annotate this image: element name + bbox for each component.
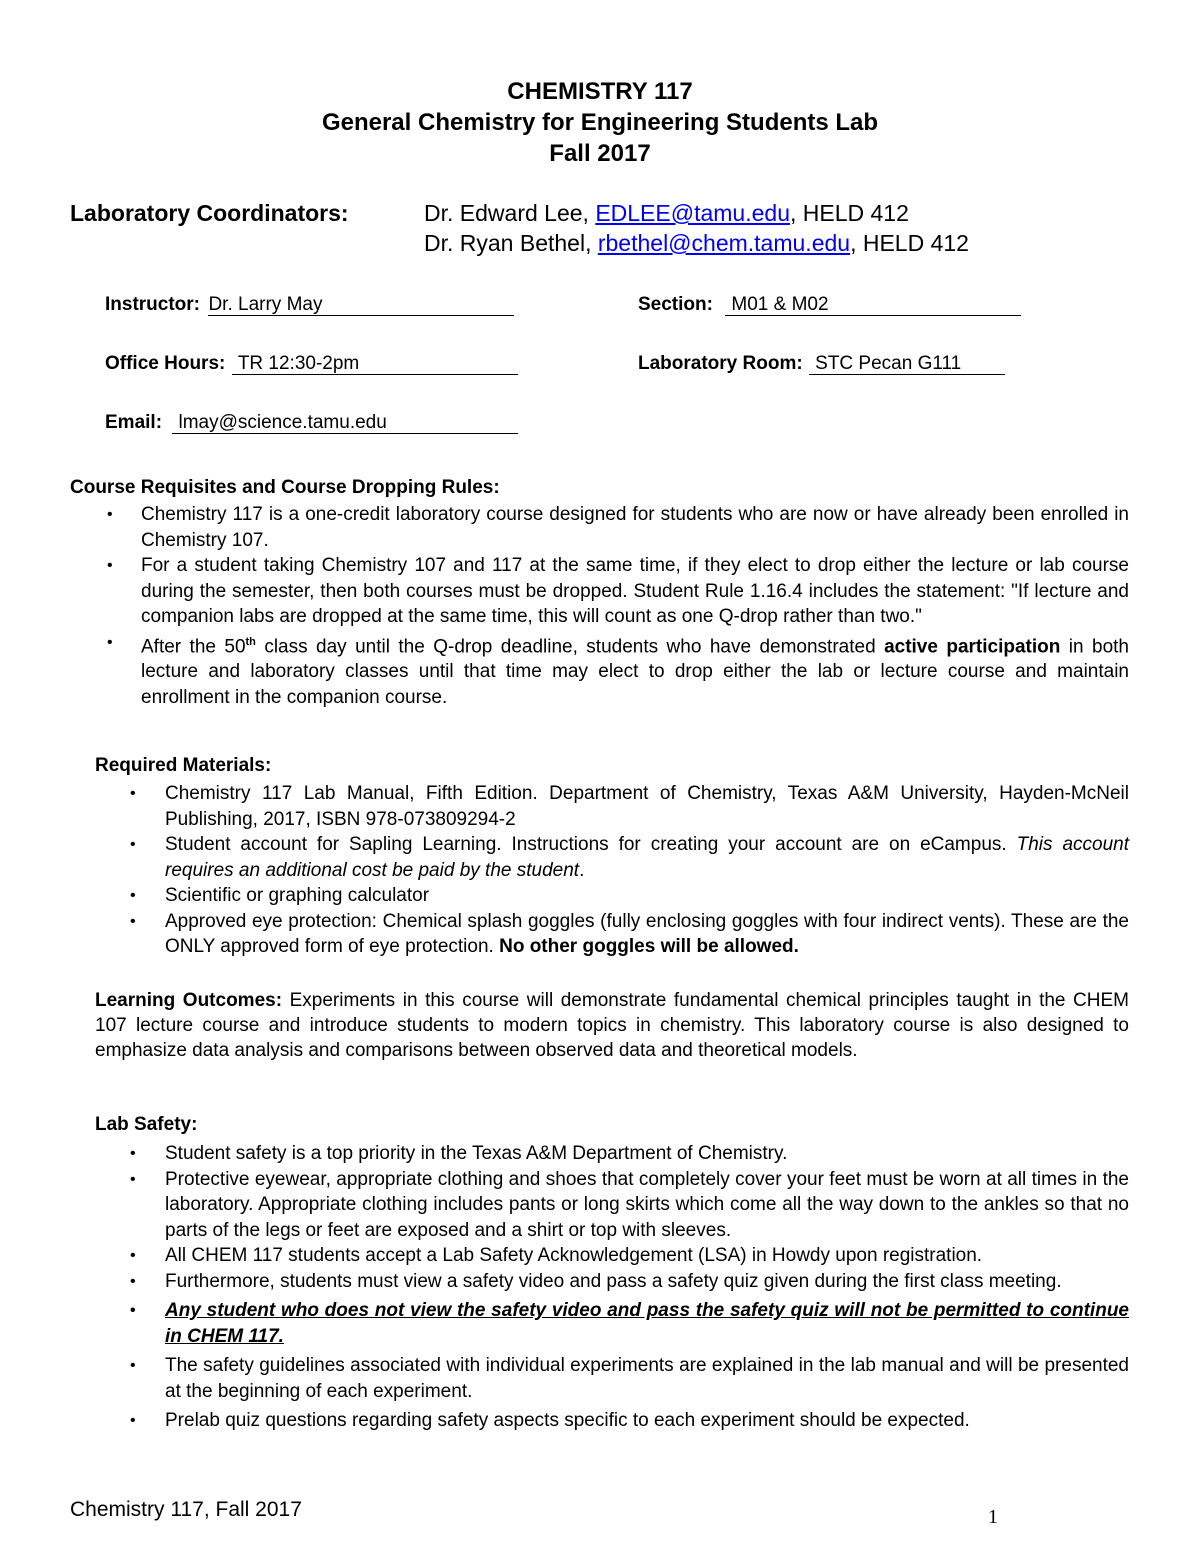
learning-outcomes [95, 988, 1129, 1063]
section-field [638, 294, 1021, 316]
footer-text: Chemistry 117, Fall 2017 [70, 1498, 302, 1521]
list-item: • For a student taking Chemistry 107 and 117 at the same time, if they elect to drop either the lecture or lab course during the semester, then both courses must be dropped. Student Rule 1.16.4 includes the statement: "If lecture and companion labs are dropped at the same time, this will count as one Q-drop rather than two." [107, 555, 1129, 627]
requisites-heading: Course Requisites and Course Dropping Rules: [70, 477, 500, 498]
safety-heading: Lab Safety: [95, 1114, 198, 1135]
course-term: Fall 2017 [549, 140, 651, 167]
course-title: General Chemistry for Engineering Students Lab [321, 109, 879, 136]
course-number: CHEMISTRY 117 [507, 78, 693, 105]
page-number: 1 [988, 1506, 998, 1528]
instructor-value: Dr. Larry May [208, 295, 514, 316]
list-item: • The safety guidelines associated with individual experiments are explained in the lab manual and will be presented at the beginning of each experiment. [130, 1355, 1129, 1402]
coordinator-name: Dr. Ryan Bethel, [424, 230, 598, 256]
office-hours-value: TR 12:30-2pm [232, 354, 518, 375]
requisites-list [107, 502, 1129, 710]
list-item: • Chemistry 117 Lab Manual, Fifth Edition. Department of Chemistry, Texas A&M University, Hayden-McNeil Publishing, 2017, ISBN 978-073809294-2 [130, 783, 1129, 830]
office-hours-label: Office Hours: [105, 353, 226, 374]
materials-heading: Required Materials: [95, 755, 272, 776]
list-item: • Chemistry 117 is a one-credit laboratory course designed for students who are now or have already been enrolled in Chemistry 107. [107, 504, 1129, 551]
coordinator-row [424, 230, 969, 257]
safety-list [130, 1141, 1129, 1434]
office-hours-field [105, 353, 518, 375]
lab-room-label: Laboratory Room: [638, 353, 803, 374]
list-item: • Protective eyewear, appropriate clothing and shoes that completely cover your feet must be worn at all times in the laboratory. Appropriate clothing includes pants or long skirts which come all the way down to the ankles so that no parts of the legs or feet are exposed and a shirt or top with sleeves. [130, 1168, 1129, 1241]
list-item: • Prelab quiz questions regarding safety aspects specific to each experiment should be expected. [130, 1410, 970, 1431]
instructor-field [105, 294, 514, 316]
list-item: • Student safety is a top priority in the Texas A&M Department of Chemistry. [130, 1143, 788, 1164]
section-label: Section: [638, 294, 713, 315]
email-value: lmay@science.tamu.edu [172, 413, 518, 434]
coordinator-email-link[interactable]: EDLEE@tamu.edu [595, 200, 790, 226]
list-item: • Student account for Sapling Learning. Instructions for creating your account are on eCampus. This account requires an additional cost be paid by the student. [130, 834, 1129, 881]
section-value: M01 & M02 [725, 295, 1021, 316]
coordinator-name: Dr. Edward Lee, [424, 200, 596, 226]
outcomes-heading: Learning Outcomes: [95, 990, 283, 1011]
list-item: • All CHEM 117 students accept a Lab Safety Acknowledgement (LSA) in Howdy upon registration. [130, 1245, 983, 1266]
coordinator-office: , HELD 412 [789, 200, 909, 226]
coordinator-office: , HELD 412 [850, 230, 969, 256]
list-item: • Scientific or graphing calculator [130, 885, 430, 906]
list-item: • Approved eye protection: Chemical splash goggles (fully enclosing goggles with four indirect vents). These are the ONLY approved form of eye protection. No other goggles will be allowed. [130, 910, 1129, 957]
email-label: Email: [105, 412, 163, 433]
coordinator-email-link[interactable]: rbethel@chem.tamu.edu [597, 230, 851, 256]
safety-warning: • Any student who does not view the safety video and pass the safety quiz will not be permitted to continue in CHEM 117. [130, 1300, 1129, 1347]
lab-room-value: STC Pecan G111 [809, 354, 1005, 375]
list-item: • After the 50th class day until the Q-drop deadline, students who have demonstrated active participation in both lecture and laboratory classes until that time may elect to drop either the lab or lecture course and maintain enrollment in the companion course. [107, 633, 1129, 708]
outcomes-text: Experiments in this course will demonstrate fundamental chemical principles taught in the CHEM 107 lecture course and introduce students to modern topics in chemistry. This laboratory course is also designed to emphasize data analysis and comparisons between observed data and theoretical models. [95, 990, 1130, 1061]
instructor-label: Instructor: [105, 294, 200, 315]
coordinators-label: Laboratory Coordinators: [70, 200, 349, 226]
coordinator-row [424, 200, 909, 227]
lab-room-field [638, 353, 1005, 375]
materials-list [130, 781, 1129, 960]
email-field [105, 412, 518, 434]
list-item: • Furthermore, students must view a safety video and pass a safety quiz given during the first class meeting. [130, 1270, 1062, 1292]
